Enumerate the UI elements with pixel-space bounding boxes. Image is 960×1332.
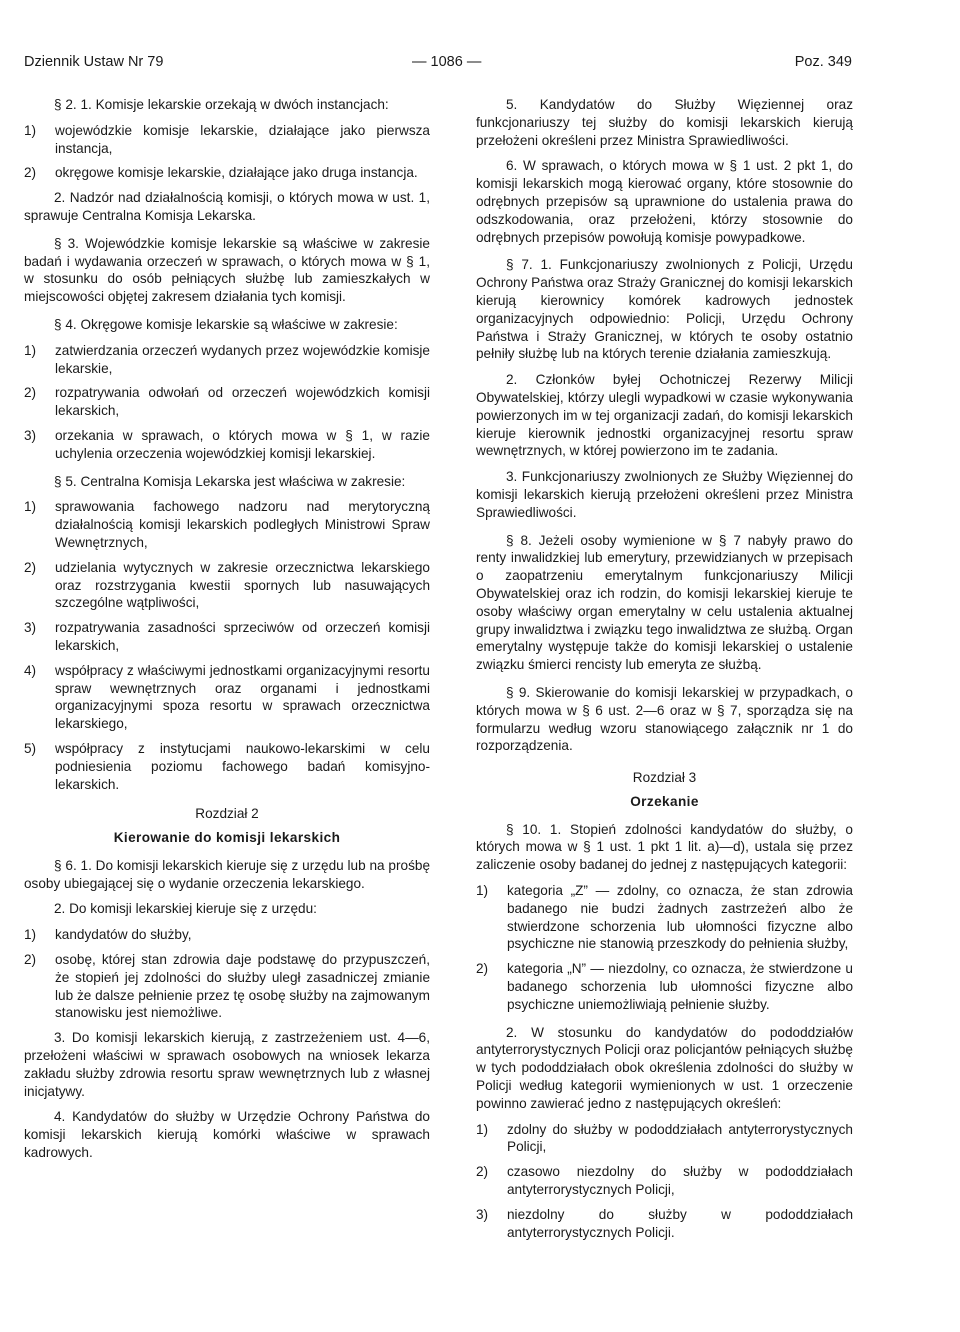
list-text: niezdolny do służby w pododdziałach antyterrorystycznych Policji. — [507, 1206, 853, 1240]
list-item — [24, 559, 430, 612]
list-item — [24, 662, 430, 733]
list-item — [24, 384, 430, 420]
list-text: kandydatów do służby, — [55, 927, 192, 943]
list-text: osobę, której stan zdrowia daje podstawę do przypuszczeń, że stopień jej zdolności do służby uległ zasadniczej zmianie lub że dalsze pełnienie przez tę osobę służby na zajmowanym stanowisku jest niemożliwe. — [55, 952, 430, 1021]
list-item — [476, 1121, 853, 1157]
s5-intro: § 5. Centralna Komisja Lekarska jest właściwa w zakresie: — [54, 473, 406, 489]
s6-p3: 3. Do komisji lekarskich kierują, z zastrzeżeniem ust. 4—6, przełożeni właściwi w sprawach osobowych na wniosek lekarza zakładu służby zdrowia resortu spraw wewnętrznych lub z własnej inicjatywy. — [24, 1030, 430, 1099]
list-item — [24, 619, 430, 655]
s2-p2: 2. Nadzór nad działalnością komisji, o których mowa w ust. 1, sprawuje Centralna Komisja Lekarska. — [24, 190, 430, 223]
s10-p1-intro: § 10. 1. Stopień zdolności kandydatów do służby, o których mowa w § 1 ust. 1 pkt 1 lit. a)—d), ustala się przez zaliczenie osoby badanej do jednej z następujących kategorii: — [476, 821, 853, 873]
s6-p1: § 6. 1. Do komisji lekarskich kieruje się z urzędu lub na prośbę osoby ubiegającej się o wydanie orzeczenia lekarskiego. — [24, 857, 430, 891]
s9: § 9. Skierowanie do komisji lekarskiej w przypadkach, o których mowa w § 6 ust. 2—6 oraz w § 7, sporządza się na formularzu według wzoru stanowiącego załącznik nr 1 do rozporządzenia. — [476, 684, 853, 754]
list-item — [24, 122, 430, 158]
s7-p2: 2. Członków byłej Ochotniczej Rezerwy Milicji Obywatelskiej, którzy ulegli wypadkowi w czasie wykonywania powierzonych im w tej organizacji zadań, do komisji lekarskich kieruje kierownik jednostki organizacyjnej resortu spraw wewnętrznych, w której powierzono im te zadania. — [476, 372, 853, 459]
s6-p5: 5. Kandydatów do Służby Więziennej oraz funkcjonariuszy tej służby do komisji lekarskich kierują przełożeni określeni przez Ministra Sprawiedliwości. — [476, 97, 853, 148]
chapter-title: Orzekanie — [630, 793, 699, 809]
chapter-label: Rozdział 2 — [195, 806, 259, 822]
s6-p4: 4. Kandydatów do służby w Urzędzie Ochrony Państwa do komisji lekarskich kierują komórki właściwe w sprawach kadrowych. — [24, 1109, 430, 1161]
list-text: kategoria „Z” — zdolny, co oznacza, że stan zdrowia badanego nie budzi żadnych zastrzeżeń albo że stwierdzone schorzenia lub ułomności fizyczne albo psychiczne nie stanowią przeszkody do pełnienia służby, — [507, 883, 853, 952]
list-number: 2) — [24, 385, 37, 401]
list-text: udzielania wytycznych w zakresie orzecznictwa lekarskiego oraz rozstrzygania kwestii spornych lub nasuwających szczególne wątpliwości, — [55, 559, 430, 611]
list-item — [476, 1163, 853, 1199]
list-number: 3) — [24, 620, 37, 636]
list-text: zdolny do służby w pododdziałach antyterrorystycznych Policji, — [507, 1121, 853, 1155]
s6-p2-intro: 2. Do komisji lekarskiej kieruje się z urzędu: — [54, 901, 317, 917]
page-header — [24, 54, 852, 76]
list-item — [24, 342, 430, 378]
list-number: 2) — [24, 952, 37, 968]
list-item — [476, 1206, 853, 1242]
s2-p1-intro: § 2. 1. Komisje lekarskie orzekają w dwóch instancjach: — [54, 97, 389, 112]
list-number: 2) — [24, 165, 37, 181]
list-text: rozpatrywania zasadności sprzeciwów od orzeczeń komisji lekarskich, — [55, 620, 430, 653]
list-number: 2) — [24, 559, 37, 575]
s7-p1: § 7. 1. Funkcjonariuszy zwolnionych z Policji, Urzędu Ochrony Państwa oraz Straży Granicznej do komisji lekarskich kierują kierownicy komórek kadrowych jednostek organizacyjnych odpowiednio: Policji, Urzędu Ochrony Państwa i Straży Granicznej, w których te osoby ostatnio pełniły służbę lub na których terenie działania zamieszkują. — [476, 257, 853, 362]
list-text: sprawowania fachowego nadzoru nad merytoryczną działalnością komisji lekarskich podległych Ministrowi Spraw Wewnętrznych, — [55, 499, 430, 550]
list-text: czasowo niezdolny do służby w pododdziałach antyterrorystycznych Policji, — [507, 1164, 853, 1198]
list-item — [24, 740, 430, 793]
s6-p6: 6. W sprawach, o których mowa w § 1 ust. 2 pkt 1, do komisji lekarskich mogą kierować organy, które stosownie do odrębnych przepisów są uprawnione do ustalenia prawa do odszkodowania, oraz przełożeni, którzy stosownie do odrębnych przepisów powołują komisje powypadkowe. — [476, 158, 853, 245]
chapter-label: Rozdział 3 — [632, 770, 697, 786]
s3: § 3. Wojewódzkie komisje lekarskie są właściwe w zakresie badań i wydawania orzeczeń w sprawach, o których mowa w § 1, w stosunku do osób pełniących służbę lub zamieszkałych w miejscowości objętej zakresem działania tych komisji. — [24, 235, 430, 305]
s10-p2-intro: 2. W stosunku do kandydatów do pododdziałów antyterrorystycznych Policji oraz policjantów pełniących służbę w tych pododdziałach obok określenia zdolności do służby w Policji według kategorii wymienionych w ust. 1 orzeczenie powinno zawierać jedno z następujących określeń: — [476, 1024, 853, 1111]
list-number: 1) — [24, 499, 37, 515]
list-item — [24, 164, 430, 182]
s8: § 8. Jeżeli osoby wymienione w § 7 nabyły prawo do renty inwalidzkiej lub emerytury, przewidzianych w przepisach o zaopatrzeniu emerytalnym funkcjonariuszy Milicji Obywatelskiej oraz ich rodzin, do komisji lekarskiej kieruje te osoby właściwy organ emerytalny w celu ustalenia aktualnej grupy inwalidztwa i związku tego inwalidztwa ze służbą. Organ emerytalny występuje także do komisji lekarskiej o ustalenie związku śmierci rencisty lub emeryta ze służbą. — [476, 532, 853, 673]
list-number: 3) — [476, 1206, 489, 1222]
s7-p3: 3. Funkcjonariuszy zwolnionych ze Służby Więziennej do komisji lekarskich kierują przełożeni określeni przez Ministra Sprawiedliwości. — [476, 469, 853, 520]
list-item — [476, 882, 853, 953]
list-number: 5) — [24, 740, 37, 756]
list-item — [24, 427, 430, 463]
list-number: 1) — [476, 883, 489, 899]
list-number: 1) — [24, 927, 37, 943]
list-text: wojewódzkie komisje lekarskie, działające jako pierwsza instancja, — [55, 122, 430, 156]
list-text: zatwierdzania orzeczeń wydanych przez wojewódzkie komisje lekarskie, — [55, 342, 430, 376]
list-number: 2) — [476, 1164, 489, 1180]
list-number: 1) — [476, 1121, 489, 1137]
list-number: 3) — [24, 427, 37, 443]
right-column — [476, 96, 853, 1248]
list-number: 1) — [24, 122, 37, 138]
list-number: 2) — [476, 961, 489, 977]
list-text: współpracy z właściwymi jednostkami organizacyjnymi resortu spraw wewnętrznych oraz organami i jednostkami organizacyjnymi spoza resortu w sprawach orzecznictwa lekarskiego, — [55, 662, 430, 732]
list-number: 1) — [24, 342, 37, 358]
page-number: — 1086 — — [412, 54, 482, 70]
s4-intro: § 4. Okręgowe komisje lekarskie są właściwe w zakresie: — [54, 316, 398, 332]
journal-title: Dziennik Ustaw Nr 79 — [24, 54, 164, 70]
list-number: 4) — [24, 662, 37, 678]
chapter-title: Kierowanie do komisji lekarskich — [113, 830, 341, 846]
list-text: kategoria „N” — niezdolny, co oznacza, że stwierdzone u badanego schorzenia lub ułomności fizyczne albo psychiczne uniemożliwiają pełnienie służby. — [507, 961, 853, 1012]
list-text: rozpatrywania odwołań od orzeczeń wojewódzkich komisji lekarskich, — [55, 385, 430, 419]
list-text: orzekania w sprawach, o których mowa w § 1, w razie uchylenia orzeczenia wojewódzkiej komisji lekarskiej. — [55, 427, 430, 461]
list-item — [24, 926, 430, 944]
left-column — [24, 96, 430, 1170]
list-item — [24, 498, 430, 551]
item-number: Poz. 349 — [794, 54, 852, 70]
list-item — [24, 951, 430, 1022]
list-item — [476, 960, 853, 1013]
list-text: współpracy z instytucjami naukowo-lekarskimi w celu podniesienia poziomu fachowego badań komisyjno-lekarskich. — [55, 740, 430, 792]
list-text: okręgowe komisje lekarskie, działające jako druga instancja. — [55, 165, 418, 181]
